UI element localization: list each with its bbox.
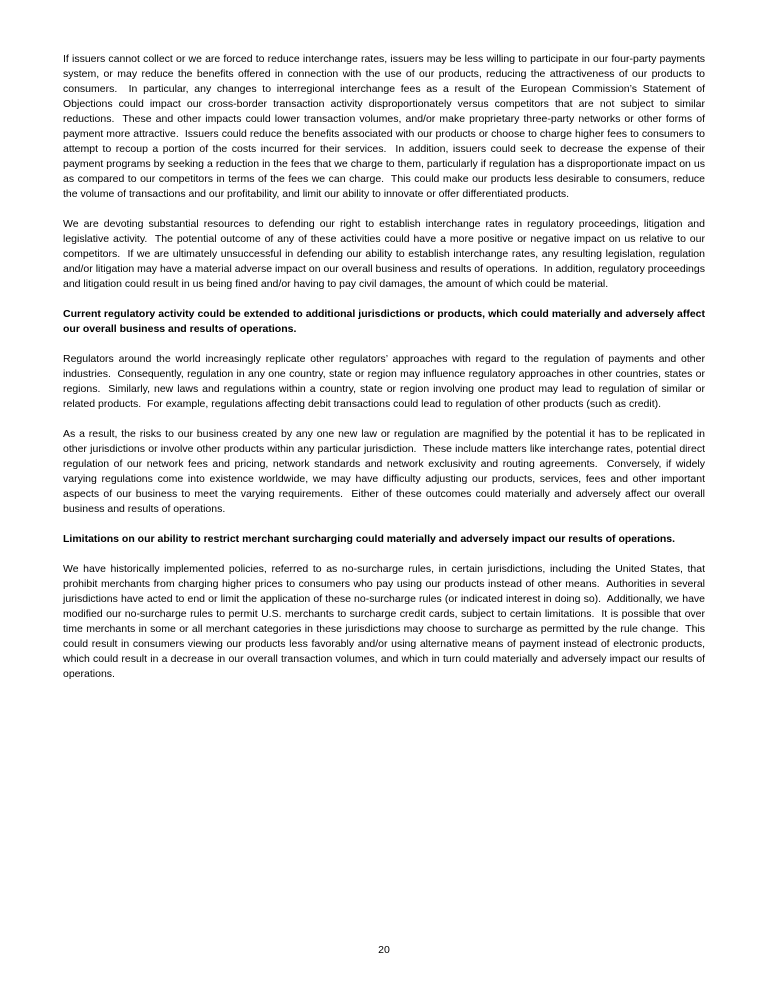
section-heading-regulatory-activity: Current regulatory activity could be extended to additional jurisdictions or products, which could materially and adversely affect our overall business and results of operations. — [63, 308, 708, 335]
paragraph-replication-risks: As a result, the risks to our business created by any one new law or regulation are magnified by the potential it has to be replicated in other jurisdictions or involve other products within any particular jurisdiction. These include matters like interchange rates, potential direct regulation of our network fees and pricing, network standards and network exclusivity and routing agreements. Conversely, if widely varying regulations come into existence worldwide, we may have difficulty adjusting our products, services, fees and other important aspects of our business to meet the varying requirements. Either of these outcomes could materially and adversely affect our overall business and results of operations. — [63, 428, 708, 515]
section-heading-surcharging-limitations: Limitations on our ability to restrict merchant surcharging could materially and adversely impact our results of operations. — [63, 533, 676, 545]
paragraph-regulators-worldwide: Regulators around the world increasingly replicate other regulators’ approaches with regard to the regulation of payments and other industries. Consequently, regulation in any one country, state or region may influence regulatory approaches in other countries, states or regions. Similarly, new laws and regulations within a country, state or region involving one product may lead to regulation of similar or related products. For example, regulations affecting debit transactions could lead to regulation of other products (such as credit). — [63, 353, 708, 410]
page-number: 20 — [378, 944, 390, 956]
paragraph-no-surcharge-rules: We have historically implemented policies, referred to as no-surcharge rules, in certain jurisdictions, including the United States, that prohibit merchants from charging higher prices to consumers who pay using our products instead of other means. Authorities in several jurisdictions have acted to end or limit the application of these no-surcharge rules (or indicated interest in doing so). Additionally, we have modified our no-surcharge rules to permit U.S. merchants to surcharge credit cards, subject to certain limitations. It is possible that over time merchants in some or all merchant categories in these jurisdictions may choose to surcharge as permitted by the rule change. This could result in consumers viewing our products less favorably and/or using alternative means of payment instead of electronic products, which could result in a decrease in our overall transaction volumes, and which in turn could materially and adversely impact our results of operations. — [63, 563, 708, 680]
paragraph-interchange-rates: If issuers cannot collect or we are forced to reduce interchange rates, issuers may be less willing to participate in our four-party payments system, or may reduce the benefits offered in connection with the use of our products, reducing the attractiveness of our products to consumers. In particular, any changes to interregional interchange fees as a result of the European Commission’s Statement of Objections could impact our cross-border transaction activity disproportionately versus competitors that are not subject to similar reductions. These and other impacts could lower transaction volumes, and/or make proprietary three-party networks or other forms of payment more attractive. Issuers could reduce the benefits associated with our products or choose to charge higher fees to consumers to attempt to recoup a portion of the costs incurred for their services. In addition, issuers could seek to decrease the expense of their payment programs by seeking a reduction in the fees that we charge to them, particularly if regulation has a disproportionate impact on us as compared to our competitors in terms of the fees we can charge. This could make our products less desirable to consumers, reduce the volume of transactions and our profitability, and limit our ability to innovate or offer differentiated products. — [63, 53, 708, 200]
paragraph-devoting-resources: We are devoting substantial resources to defending our right to establish interchange rates in regulatory proceedings, litigation and legislative activity. The potential outcome of any of these activities could have a more positive or negative impact on us relative to our competitors. If we are ultimately unsuccessful in defending our ability to establish interchange rates, any resulting legislation, regulation and/or litigation may have a material adverse impact on our overall business and results of operations. In addition, regulatory proceedings and litigation could result in us being fined and/or having to pay civil damages, the amount of which could be material. — [63, 218, 708, 290]
